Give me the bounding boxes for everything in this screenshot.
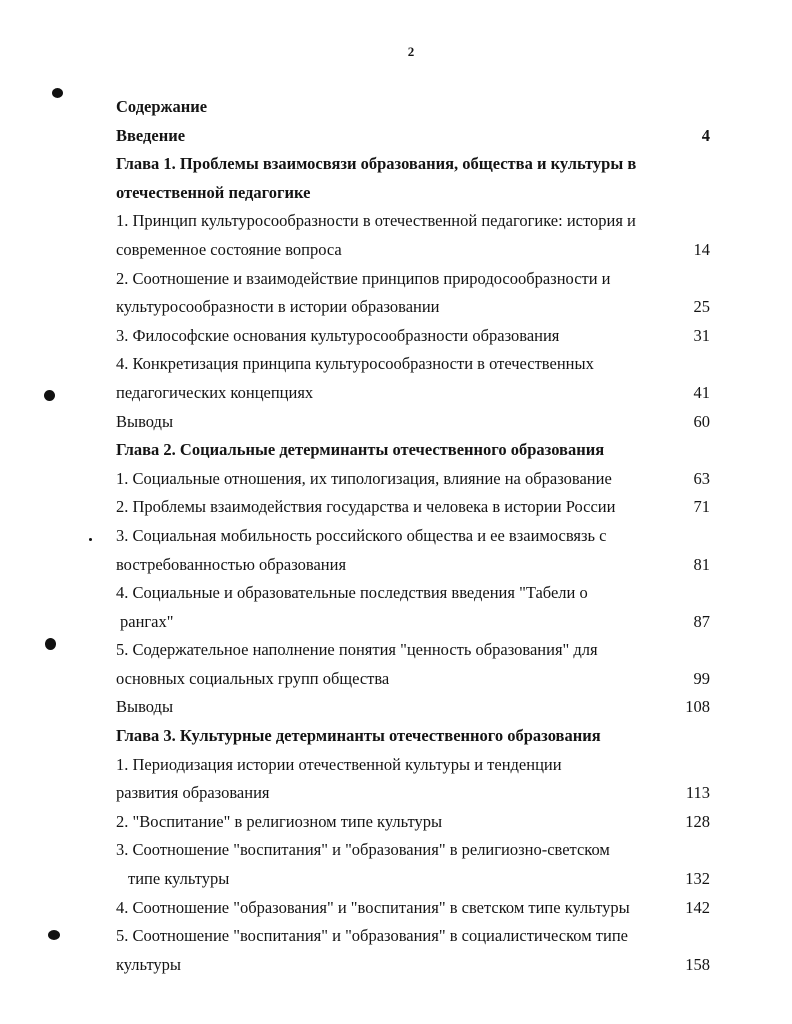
- toc-page-number: 71: [693, 497, 710, 517]
- toc-page-number: 128: [685, 811, 710, 831]
- toc-line: [116, 722, 710, 751]
- toc-line: [116, 436, 710, 465]
- toc-line: [116, 836, 710, 865]
- toc-line: [116, 265, 710, 294]
- toc-page-number: 81: [693, 554, 710, 574]
- toc-entry-text: 2. Соотношение и взаимодействие принципов природосообразности и: [116, 268, 611, 288]
- toc-entry-text: культуры: [116, 954, 182, 974]
- table-of-contents: [116, 93, 710, 979]
- toc-page-number: 63: [693, 468, 710, 488]
- toc-entry-text: основных социальных групп общества: [116, 668, 390, 688]
- toc-line: [116, 522, 710, 551]
- toc-line: [116, 751, 710, 780]
- toc-line: [116, 865, 710, 894]
- toc-line: [116, 636, 710, 665]
- toc-line: [116, 93, 710, 122]
- toc-entry-text: Содержание: [116, 97, 208, 116]
- page-number: 2: [407, 44, 415, 59]
- toc-line: [116, 951, 710, 980]
- toc-entry-text: рангах": [120, 611, 174, 631]
- toc-line: [116, 122, 710, 151]
- scan-speck: [44, 390, 55, 401]
- toc-page-number: 99: [693, 668, 710, 688]
- toc-entry-text: 5. Содержательное наполнение понятия "ценность образования" для: [116, 640, 598, 660]
- toc-entry-text: Выводы: [116, 411, 174, 431]
- toc-line: [116, 608, 710, 637]
- toc-entry-text: 2. "Воспитание" в религиозном типе культуры: [116, 811, 443, 831]
- toc-line: [116, 493, 710, 522]
- toc-entry-text: 5. Соотношение "воспитания" и "образования" в социалистическом типе: [116, 926, 628, 946]
- toc-entry-text: Введение: [116, 125, 186, 145]
- scan-speck: [48, 930, 60, 940]
- toc-entry-text: отечественной педагогике: [116, 182, 311, 202]
- toc-entry-text: Глава 2. Социальные детерминанты отечественного образования: [116, 440, 605, 460]
- toc-line: [116, 179, 710, 208]
- toc-entry-text: типе культуры: [128, 869, 230, 889]
- toc-entry-text: 1. Принцип культуросообразности в отечественной педагогике: история и: [116, 211, 636, 231]
- toc-entry-text: современное состояние вопроса: [116, 239, 342, 259]
- toc-entry-text: 4. Социальные и образовательные последствия введения "Табели о: [116, 583, 588, 603]
- toc-page-number: 142: [685, 897, 710, 917]
- toc-line: [116, 579, 710, 608]
- toc-line: [116, 379, 710, 408]
- toc-entry-text: 3. Социальная мобильность российского общества и ее взаимосвязь с: [116, 525, 607, 545]
- toc-line: [116, 551, 710, 580]
- toc-line: [116, 465, 710, 494]
- toc-entry-text: востребованностью образования: [116, 554, 347, 574]
- scan-speck: [89, 538, 92, 541]
- toc-page-number: 4: [701, 125, 710, 145]
- toc-page-number: 14: [693, 239, 710, 259]
- toc-entry-text: 4. Соотношение "образования" и "воспитания" в светском типе культуры: [116, 897, 630, 917]
- toc-line: [116, 808, 710, 837]
- toc-entry-text: Выводы: [116, 697, 174, 717]
- toc-entry-text: 4. Конкретизация принципа культуросообразности в отечественных: [116, 354, 594, 374]
- toc-line: [116, 293, 710, 322]
- toc-line: [116, 408, 710, 437]
- toc-line: [116, 350, 710, 379]
- toc-entry-text: 1. Социальные отношения, их типологизация, влияние на образование: [116, 468, 612, 488]
- scan-speck: [45, 638, 56, 650]
- toc-page-number: 31: [693, 325, 710, 345]
- toc-entry-text: педагогических концепциях: [116, 382, 314, 402]
- toc-entry-text: развития образования: [116, 783, 270, 803]
- toc-page-number: 60: [693, 411, 710, 431]
- toc-page-number: 158: [685, 954, 710, 974]
- toc-line: [116, 236, 710, 265]
- toc-entry-text: 3. Философские основания культуросообразности образования: [116, 325, 560, 345]
- toc-line: [116, 779, 710, 808]
- scan-speck: [52, 88, 63, 98]
- toc-page-number: 25: [693, 297, 710, 317]
- toc-page-number: 132: [685, 869, 710, 889]
- toc-line: [116, 693, 710, 722]
- toc-line: [116, 322, 710, 351]
- toc-page-number: 41: [693, 382, 710, 402]
- toc-page-number: 113: [685, 783, 710, 803]
- toc-entry-text: 2. Проблемы взаимодействия государства и человека в истории России: [116, 497, 616, 517]
- toc-entry-text: 3. Соотношение "воспитания" и "образования" в религиозно-светском: [116, 840, 610, 860]
- toc-entry-text: Глава 1. Проблемы взаимосвязи образования, общества и культуры в: [116, 154, 637, 174]
- toc-entry-text: культуросообразности в истории образовании: [116, 297, 440, 317]
- toc-line: [116, 894, 710, 923]
- toc-entry-text: Глава 3. Культурные детерминанты отечественного образования: [116, 726, 601, 746]
- toc-page-number: 108: [685, 697, 710, 717]
- toc-entry-text: 1. Периодизация истории отечественной культуры и тенденции: [116, 754, 562, 774]
- toc-line: [116, 922, 710, 951]
- toc-line: [116, 150, 710, 179]
- toc-page-number: 87: [693, 611, 710, 631]
- toc-line: [116, 207, 710, 236]
- toc-line: [116, 665, 710, 694]
